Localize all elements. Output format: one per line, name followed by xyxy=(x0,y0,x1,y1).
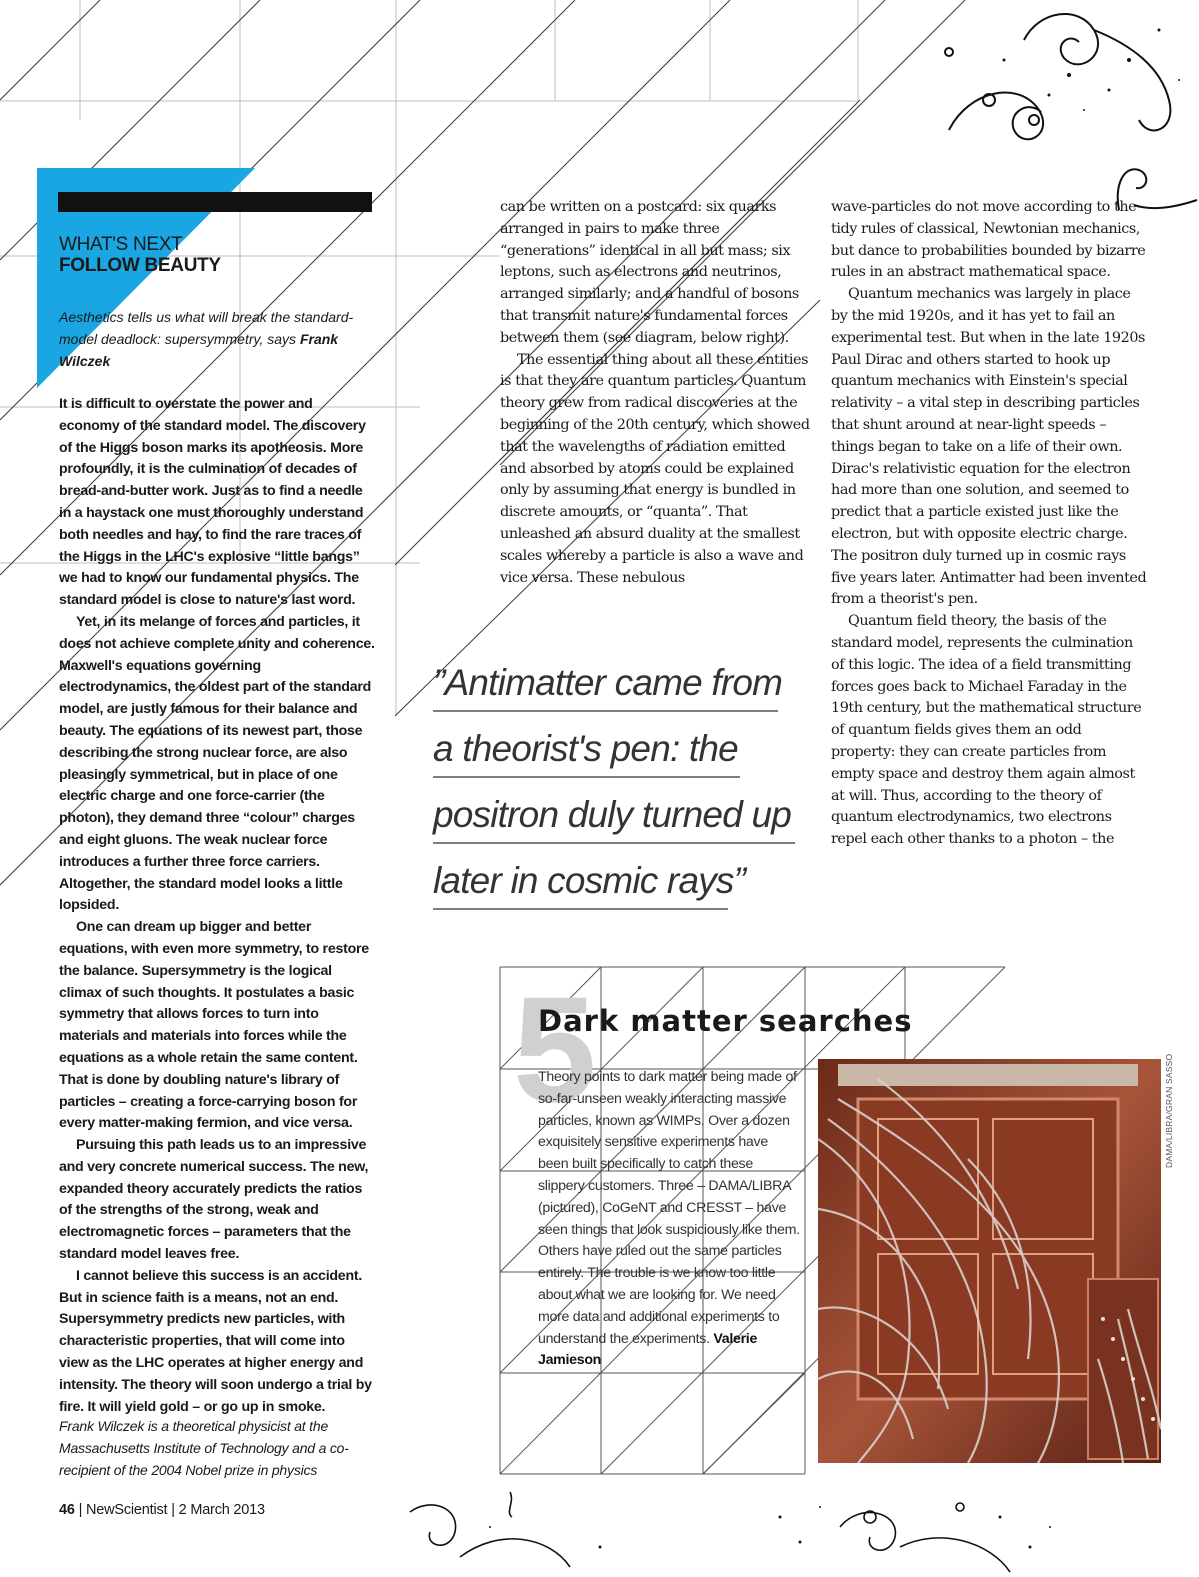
section-kicker: WHAT'S NEXT xyxy=(59,234,183,255)
standfirst-author: Frank Wilczek xyxy=(59,331,339,369)
photo-credit: DAMA/LIBRA/GRAN SASSO xyxy=(1164,1053,1174,1168)
paragraph: It is difficult to overstate the power and economy of the standard model. The discovery of the Higgs boson marks its apotheosis. More profoundly, it is the culmination of decades of bread-and-butter work. Just as to find a needle in a haystack one must thoroughly understand both needles and hay, to find the rare traces of the Higgs in the LHC's explosive “little bangs” we had to know our fundamental physics. The standard model is close to nature's last word. xyxy=(59,396,366,609)
paragraph: The essential thing about all these entities is that they are quantum particles. Quantum theory grew from radical discoveries at the beginning of the 20th century, which showed that the wavelengths of radiation emitted and absorbed by atoms could be explained only by assuming that energy is bundled in discrete amounts, or “quanta”. That unleashed an absurd duality at the smallest scales whereby a particle is also a wave and vice versa. These nebulous xyxy=(500,351,810,586)
paragraph: One can dream up bigger and better equations, with even more symmetry, to restore the balance. Supersymmetry is the logical climax of such thoughts. It postulates a basic symmetry that allows forces to turn into materials and materials into forces while the equations as a whole retain the same content. That is done by doubling nature's library of particles – creating a force-carrying boson for every matter-making fermion, and vice versa. xyxy=(59,919,369,1132)
standfirst-text: Aesthetics tells us what will break the standard-model deadlock: supersymmetry, says xyxy=(59,309,354,347)
bio-name: Frank Wilczek xyxy=(59,1418,145,1434)
sidebar-number: 5 xyxy=(513,965,597,1133)
right-column xyxy=(831,197,1149,851)
pull-quote-line: ”Antimatter came from xyxy=(433,662,783,703)
flourish-bottom xyxy=(400,1487,1100,1577)
middle-column xyxy=(500,197,812,589)
article-headline: FOLLOW BEAUTY xyxy=(59,255,221,276)
paragraph: Pursuing this path leads us to an impressive and very concrete numerical success. The new, expanded theory accurately predicts the ratios of the strengths of the strong, weak and electromagnetic forces – parameters that the standard model leaves free. xyxy=(59,1137,369,1263)
page-footer: 46 | NewScientist | 2 March 2013 xyxy=(59,1502,265,1518)
header-bar xyxy=(58,192,372,212)
left-column xyxy=(59,394,375,1418)
pull-quote-line: later in cosmic rays” xyxy=(433,860,746,901)
flourish-top-right xyxy=(929,0,1199,215)
publication-name: NewScientist xyxy=(85,1502,168,1518)
sidebar-title: Dark matter searches xyxy=(538,1004,913,1038)
sidebar-body xyxy=(538,1067,800,1372)
sidebar-author: Valerie Jamieson xyxy=(538,1330,758,1369)
paragraph: can be written on a postcard: six quarks arranged in pairs to make three “generations” identical in all but mass; six leptons, such as electrons and neutrinos, arranged similarly; and a handful of bosons that transmit nature's fundamental forces between them (see diagram, below right). xyxy=(500,199,799,346)
paragraph: Quantum mechanics was largely in place by the mid 1920s, and it has yet to fail an experimental test. But when in the late 1920s Paul Dirac and others started to hook up quantum mechanics with Einstein's special relativity – a vital step in describing particles that shunt around at near-light speeds – things began to take on a life of their own. Dirac's relativistic equation for the electron had more than one solution, and seemed to predict that a particle existed just like the electron, but with opposite electric charge. The positron duly turned up in cosmic rays five years later. Antimatter had been invented from a theorist's pen. xyxy=(831,286,1147,608)
pull-quote-line: a theorist's pen: the xyxy=(433,728,738,769)
pull-quote-line: positron duly turned up xyxy=(433,794,792,835)
issue-date: 2 March 2013 xyxy=(178,1502,265,1518)
paragraph: wave-particles do not move according to the tidy rules of classical, Newtonian mechanics, but dance to probabilities bounded by bizarre rules in an abstract mathematical space. xyxy=(831,199,1146,281)
pull-quote-rules xyxy=(430,705,850,975)
page-number: 46 xyxy=(59,1502,75,1518)
sidebar-text: Theory points to dark matter being made of so-far-unseen weakly interacting massive particles, known as WIMPs. Over a dozen exquisitely sensitive experiments have been built specifically to catch these slippery customers. Three – DAMA/LIBRA (pictured), CoGeNT and CRESST – have seen things that look suspiciously like them. Others have ruled out the same particles entirely. The trouble is we know too little about what we are looking for. We need more data and additional experiments to understand the experiments. xyxy=(538,1069,800,1347)
paragraph: Yet, in its melange of forces and particles, it does not achieve complete unity and coherence. Maxwell's equations governing electrodynamics, the oldest part of the standard model, are justly famous for their balance and beauty. The equations of its newest part, those describing the strong nuclear force, are also pleasingly symmetrical, but in place of one electric charge and one force-carrier (the photon), they demand three “colour” charges and eight gluons. The weak nuclear force introduces a further three force carriers. Altogether, the standard model looks a little lopsided. xyxy=(59,613,375,914)
paragraph: Quantum field theory, the basis of the standard model, represents the culmination of this logic. The idea of a field transmitting forces goes back to Michael Faraday in the 19th century, but the mathematical structure of quantum fields gives them an odd property: they can create particles from empty space and destroy them again almost at will. Thus, according to the theory of quantum electrodynamics, two electrons repel each other thanks to a photon – the xyxy=(831,613,1142,848)
bio-text: is a theoretical physicist at the Massachusetts Institute of Technology and a co-recipient of the 2004 Nobel prize in physics xyxy=(59,1418,349,1478)
detector-photo xyxy=(818,1059,1161,1463)
paragraph: I cannot believe this success is an accident. But in science faith is a means, not an end. Supersymmetry predicts new particles, with characteristic properties, that will come into view as the LHC operates at higher energy and intensity. The theory will soon undergo a trial by fire. It will yield gold – or go up in smoke. xyxy=(59,1267,372,1415)
author-bio xyxy=(59,1416,375,1481)
standfirst xyxy=(59,306,359,372)
